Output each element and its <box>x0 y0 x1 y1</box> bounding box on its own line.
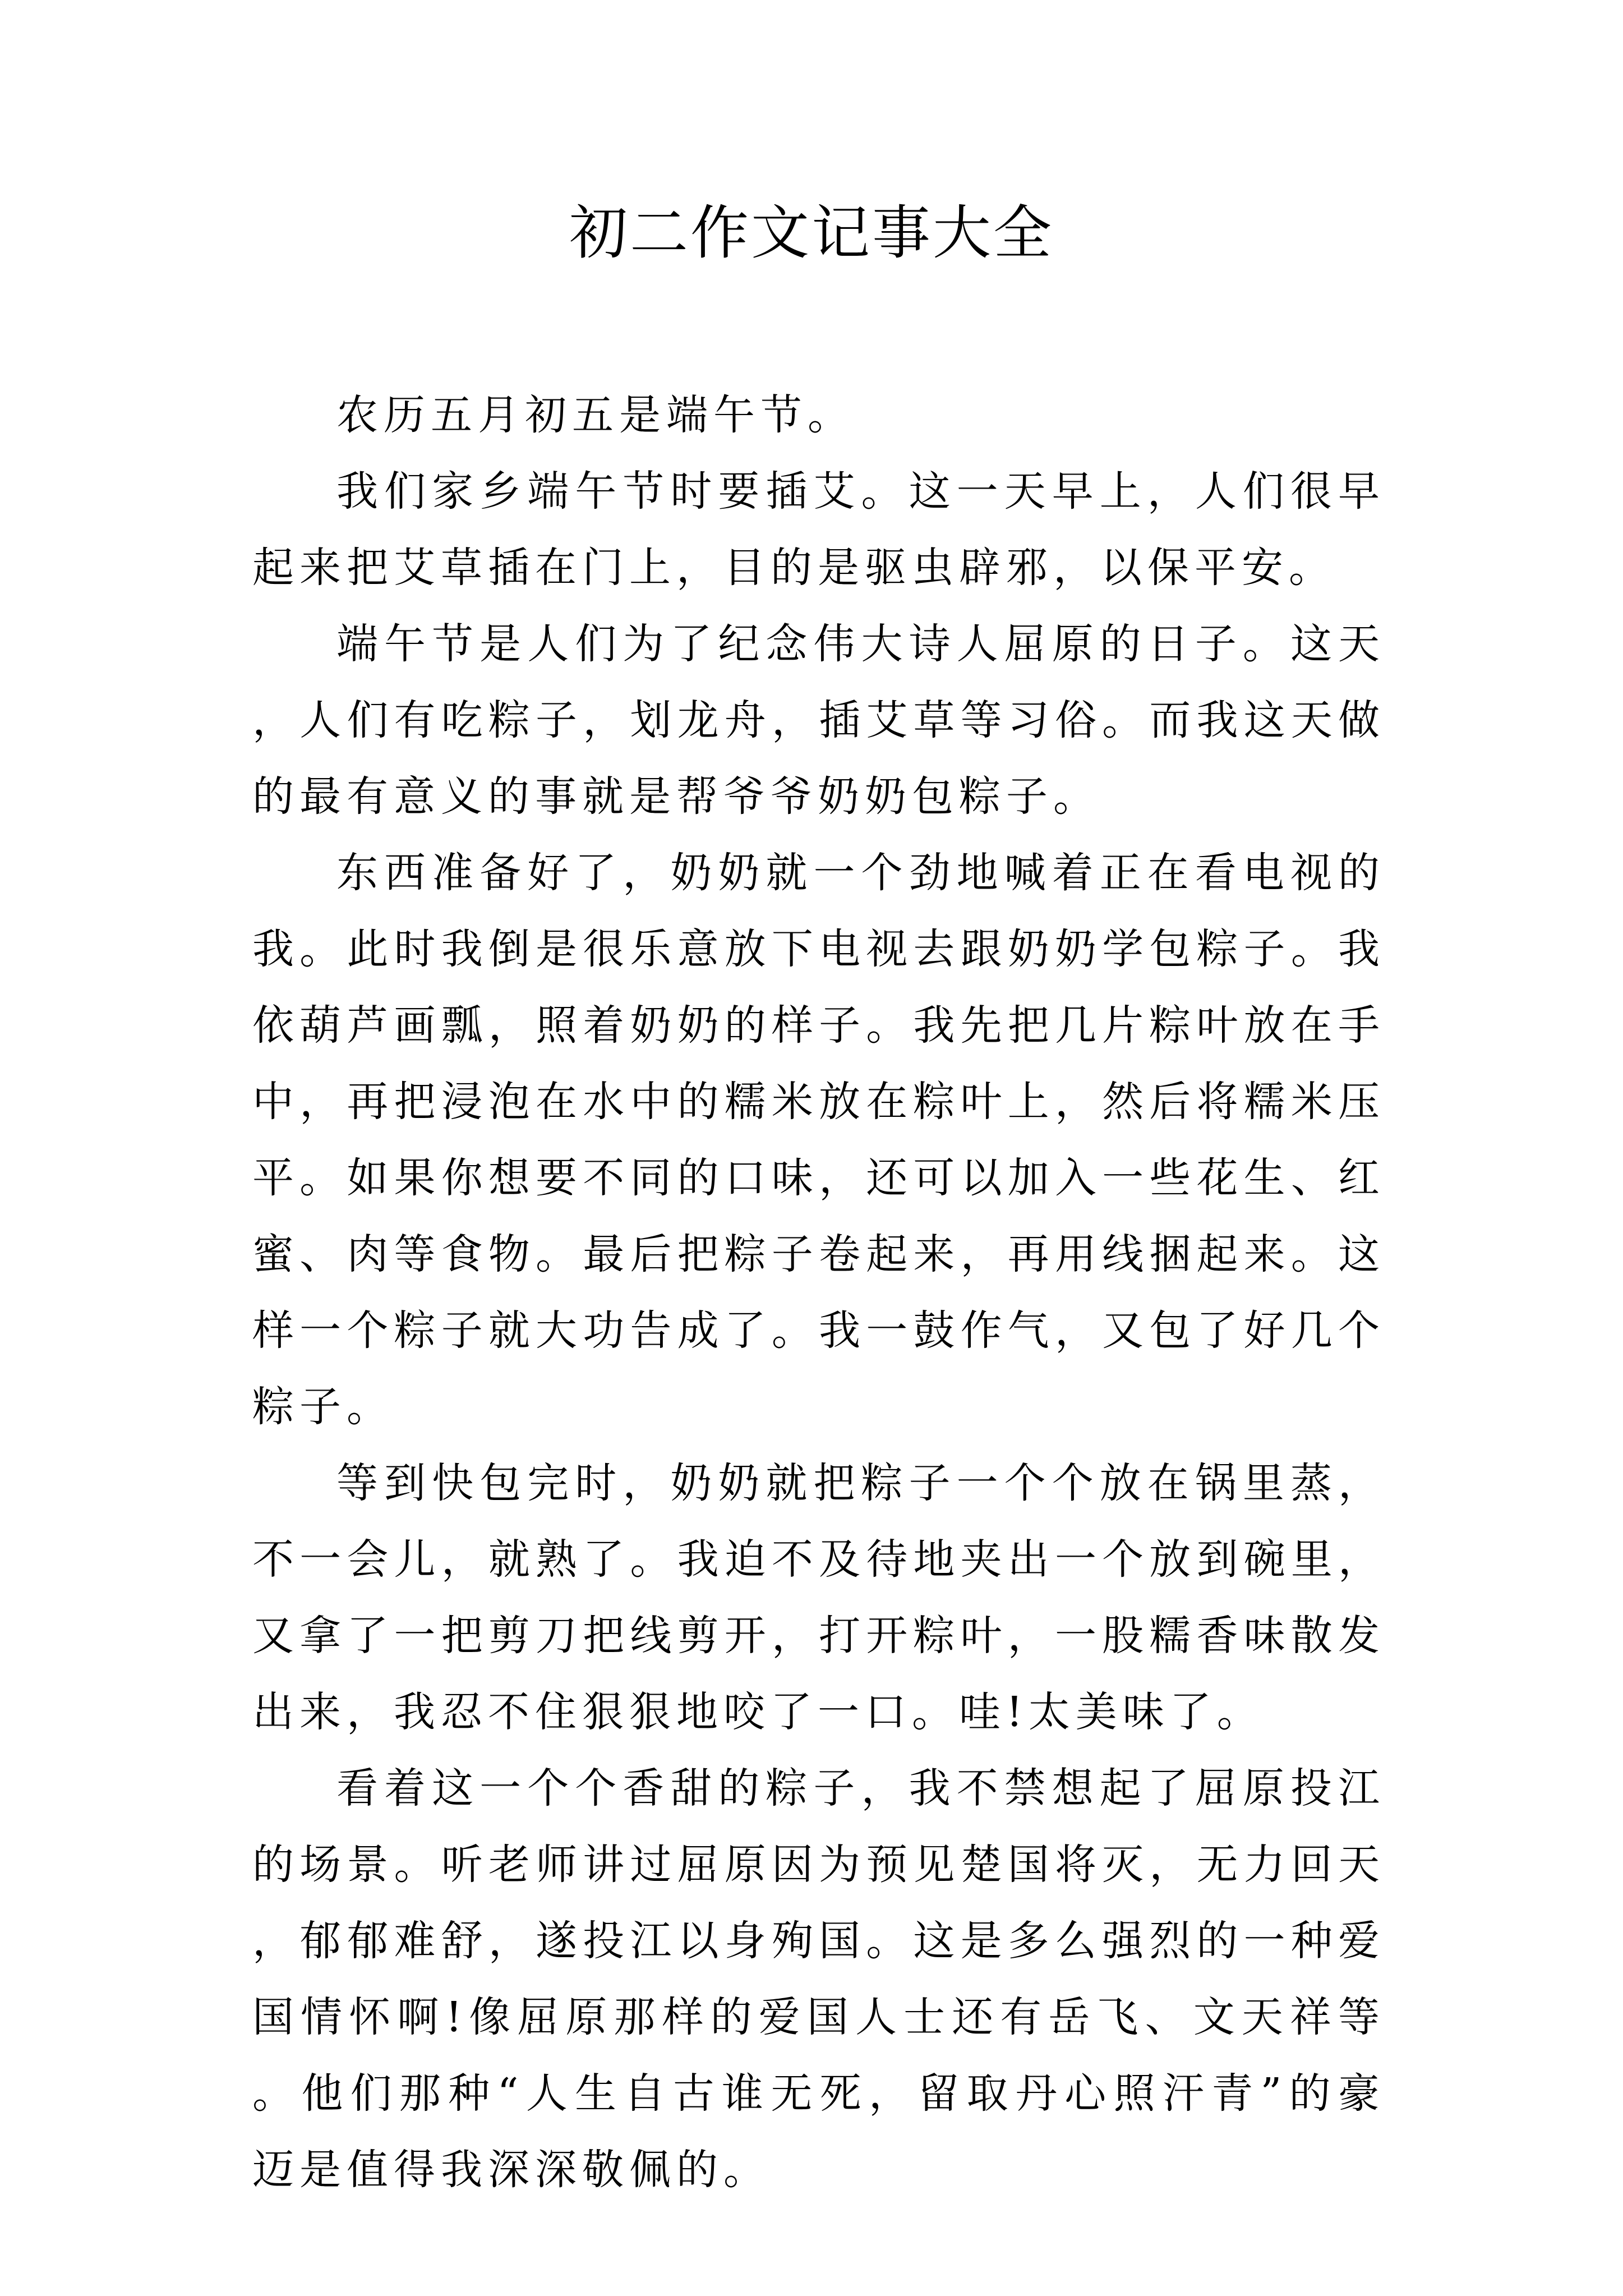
document-title: 初二作文记事大全 <box>569 199 1054 267</box>
document-body <box>252 377 1385 2208</box>
paragraph-2: 我们家乡端午节时要插艾。这一天早上，人们很早起来把艾草插在门上，目的是驱虫辟邪，以保平安。 <box>252 467 1385 592</box>
paragraph-5: 等到快包完时，奶奶就把粽子一个个放在锅里蒸，不一会儿，就熟了。我迫不及待地夹出一个放到碗里，又拿了一把剪刀把线剪开，打开粽叶，一股糯香味散发出来，我忍不住狠狠地咬了一口。哇!太美味了。 <box>252 1459 1385 1736</box>
paragraph-1: 农历五月初五是端午节。 <box>336 391 855 439</box>
paragraph-3: 端午节是人们为了纪念伟大诗人屈原的日子。这天，人们有吃粽子，划龙舟，插艾草等习俗。而我这天做的最有意义的事就是帮爷爷奶奶包粽子。 <box>252 620 1385 821</box>
paragraph-4: 东西准备好了，奶奶就一个劲地喊着正在看电视的我。此时我倒是很乐意放下电视去跟奶奶学包粽子。我依葫芦画瓢，照着奶奶的样子。我先把几片粽叶放在手中，再把浸泡在水中的糯米放在粽叶上，然后将糯米压平。如果你想要不同的口味，还可以加入一些花生、红蜜、肉等食物。最后把粽子卷起来，再用线捆起来。这样一个粽子就大功告成了。我一鼓作气，又包了好几个粽子。 <box>252 849 1385 1431</box>
paragraph-6: 看着这一个个香甜的粽子，我不禁想起了屈原投江的场景。听老师讲过屈原因为预见楚国将灭，无力回天，郁郁难舒，遂投江以身殉国。这是多么强烈的一种爱国情怀啊!像屈原那样的爱国人士还有岳飞、文天祥等。他们那种“人生自古谁无死，留取丹心照汗青”的豪迈是值得我深深敬佩的。 <box>252 1764 1385 2194</box>
